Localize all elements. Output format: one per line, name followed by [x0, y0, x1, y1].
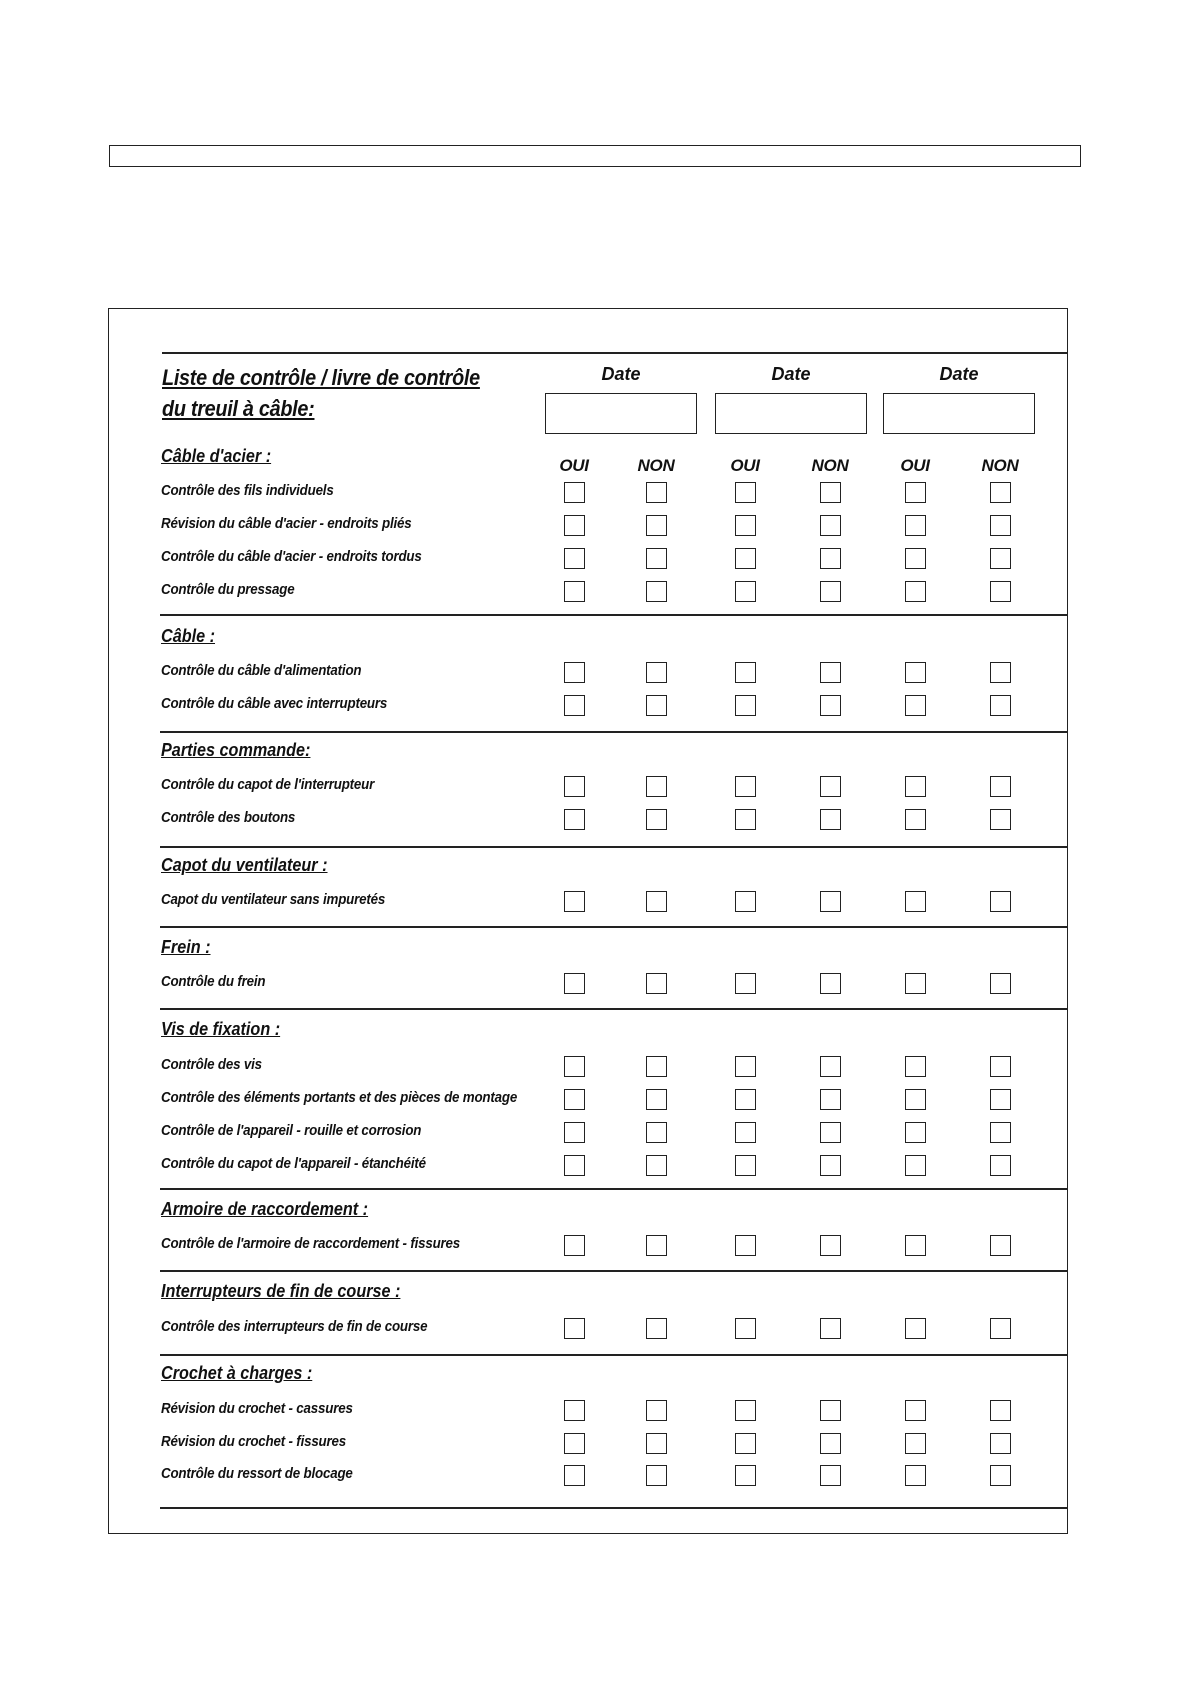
- checkbox-oui-date1[interactable]: [564, 891, 585, 912]
- checkbox-non-date3[interactable]: [990, 581, 1011, 602]
- checkbox-non-date3[interactable]: [990, 1465, 1011, 1486]
- checkbox-non-date3[interactable]: [990, 776, 1011, 797]
- column-header-oui-2: OUI: [730, 456, 760, 475]
- checkbox-oui-date1[interactable]: [564, 1235, 585, 1256]
- checkbox-non-date3[interactable]: [990, 1155, 1011, 1176]
- checkbox-non-date2[interactable]: [820, 776, 841, 797]
- checklist-title-line2: du treuil à câble:: [162, 396, 315, 421]
- checkbox-oui-date2[interactable]: [735, 1400, 756, 1421]
- checkbox-oui-date1[interactable]: [564, 1400, 585, 1421]
- section-divider: [160, 1507, 1068, 1509]
- section-title-8: Interrupteurs de fin de course :: [161, 1281, 401, 1301]
- checklist-item-label: Capot du ventilateur sans impuretés: [161, 892, 386, 908]
- checkbox-oui-date1[interactable]: [564, 662, 585, 683]
- checkbox-non-date3[interactable]: [990, 482, 1011, 503]
- checkbox-oui-date3[interactable]: [905, 695, 926, 716]
- checkbox-non-date1[interactable]: [646, 515, 667, 536]
- checkbox-non-date1[interactable]: [646, 1318, 667, 1339]
- checkbox-oui-date1[interactable]: [564, 1433, 585, 1454]
- checkbox-non-date2[interactable]: [820, 515, 841, 536]
- checkbox-non-date3[interactable]: [990, 548, 1011, 569]
- checkbox-non-date1[interactable]: [646, 1089, 667, 1110]
- checkbox-oui-date1[interactable]: [564, 1056, 585, 1077]
- checkbox-oui-date3[interactable]: [905, 581, 926, 602]
- checkbox-non-date3[interactable]: [990, 891, 1011, 912]
- section-divider: [160, 846, 1068, 848]
- checklist-item-label: Contrôle du pressage: [161, 582, 295, 598]
- checkbox-oui-date3[interactable]: [905, 891, 926, 912]
- checkbox-non-date2[interactable]: [820, 809, 841, 830]
- date-label-1: Date: [601, 364, 641, 384]
- checkbox-oui-date2[interactable]: [735, 581, 756, 602]
- checkbox-oui-date2[interactable]: [735, 776, 756, 797]
- section-title-6: Vis de fixation :: [161, 1019, 281, 1039]
- checkbox-oui-date2[interactable]: [735, 1056, 756, 1077]
- checkbox-oui-date2[interactable]: [735, 809, 756, 830]
- header-top-rule: [162, 352, 1067, 354]
- checkbox-oui-date1[interactable]: [564, 1155, 585, 1176]
- column-header-non-1: NON: [637, 456, 675, 475]
- checkbox-oui-date2[interactable]: [735, 1122, 756, 1143]
- section-title-1: Câble d'acier :: [161, 446, 272, 466]
- checkbox-oui-date2[interactable]: [735, 973, 756, 994]
- checkbox-non-date1[interactable]: [646, 973, 667, 994]
- checkbox-oui-date3[interactable]: [905, 1465, 926, 1486]
- checkbox-oui-date2[interactable]: [735, 891, 756, 912]
- checklist-item-label: Contrôle du câble d'acier - endroits tordus: [161, 549, 422, 565]
- checkbox-non-date3[interactable]: [990, 973, 1011, 994]
- checkbox-oui-date3[interactable]: [905, 1235, 926, 1256]
- checkbox-non-date2[interactable]: [820, 662, 841, 683]
- checkbox-oui-date3[interactable]: [905, 776, 926, 797]
- section-title-5: Frein :: [161, 937, 211, 957]
- date-field-2[interactable]: [715, 393, 867, 434]
- checkbox-non-date2[interactable]: [820, 548, 841, 569]
- date-label-2: Date: [771, 364, 811, 384]
- section-divider: [160, 1270, 1068, 1272]
- checklist-item-label: Contrôle du câble avec interrupteurs: [161, 696, 388, 712]
- section-title-9: Crochet à charges :: [161, 1363, 313, 1383]
- checkbox-non-date2[interactable]: [820, 1318, 841, 1339]
- checklist-item-label: Contrôle du capot de l'interrupteur: [161, 777, 375, 793]
- checkbox-non-date3[interactable]: [990, 1400, 1011, 1421]
- checkbox-oui-date1[interactable]: [564, 548, 585, 569]
- checkbox-non-date2[interactable]: [820, 1056, 841, 1077]
- checkbox-non-date2[interactable]: [820, 482, 841, 503]
- checkbox-oui-date3[interactable]: [905, 1318, 926, 1339]
- checkbox-non-date1[interactable]: [646, 776, 667, 797]
- section-divider: [160, 1008, 1068, 1010]
- checkbox-non-date1[interactable]: [646, 548, 667, 569]
- checkbox-non-date2[interactable]: [820, 1155, 841, 1176]
- checkbox-non-date3[interactable]: [990, 809, 1011, 830]
- column-header-oui-1: OUI: [559, 456, 589, 475]
- section-title-7: Armoire de raccordement :: [161, 1199, 369, 1219]
- checklist-item-label: Contrôle de l'appareil - rouille et corrosion: [161, 1123, 422, 1139]
- checkbox-oui-date3[interactable]: [905, 482, 926, 503]
- column-header-non-3: NON: [981, 456, 1019, 475]
- date-field-3[interactable]: [883, 393, 1035, 434]
- checkbox-oui-date2[interactable]: [735, 1155, 756, 1176]
- checkbox-oui-date1[interactable]: [564, 1089, 585, 1110]
- checkbox-non-date1[interactable]: [646, 662, 667, 683]
- checklist-item-label: Révision du câble d'acier - endroits pliés: [161, 516, 412, 532]
- checkbox-non-date1[interactable]: [646, 581, 667, 602]
- checklist-item-label: Contrôle du frein: [161, 974, 266, 990]
- checkbox-non-date1[interactable]: [646, 1056, 667, 1077]
- checklist-item-label: Contrôle des interrupteurs de fin de course: [161, 1319, 428, 1335]
- header-blank-box: [109, 145, 1081, 167]
- checkbox-oui-date3[interactable]: [905, 1433, 926, 1454]
- checklist-item-label: Contrôle des éléments portants et des pièces de montage: [161, 1090, 518, 1106]
- checklist-item-label: Contrôle de l'armoire de raccordement - fissures: [161, 1236, 461, 1252]
- checklist-item-label: Contrôle du capot de l'appareil - étanchéité: [161, 1156, 426, 1172]
- checkbox-non-date1[interactable]: [646, 1400, 667, 1421]
- checkbox-oui-date3[interactable]: [905, 973, 926, 994]
- checkbox-non-date3[interactable]: [990, 1056, 1011, 1077]
- checkbox-oui-date1[interactable]: [564, 581, 585, 602]
- checkbox-oui-date2[interactable]: [735, 1318, 756, 1339]
- section-divider: [160, 731, 1068, 733]
- column-header-non-2: NON: [811, 456, 849, 475]
- checklist-title-line1: Liste de contrôle / livre de contrôle: [162, 365, 480, 390]
- section-divider: [160, 926, 1068, 928]
- checkbox-oui-date2[interactable]: [735, 1235, 756, 1256]
- checkbox-non-date2[interactable]: [820, 581, 841, 602]
- checkbox-oui-date2[interactable]: [735, 1433, 756, 1454]
- checkbox-non-date3[interactable]: [990, 1433, 1011, 1454]
- checkbox-non-date3[interactable]: [990, 662, 1011, 683]
- section-title-2: Câble :: [161, 626, 216, 646]
- checkbox-oui-date2[interactable]: [735, 482, 756, 503]
- checkbox-oui-date1[interactable]: [564, 1465, 585, 1486]
- checkbox-oui-date1[interactable]: [564, 1122, 585, 1143]
- checkbox-oui-date1[interactable]: [564, 695, 585, 716]
- checkbox-non-date2[interactable]: [820, 973, 841, 994]
- checkbox-oui-date1[interactable]: [564, 515, 585, 536]
- checkbox-oui-date3[interactable]: [905, 1400, 926, 1421]
- checklist-item-label: Contrôle des fils individuels: [161, 483, 334, 499]
- date-label-3: Date: [939, 364, 979, 384]
- checkbox-oui-date3[interactable]: [905, 1155, 926, 1176]
- checkbox-oui-date3[interactable]: [905, 515, 926, 536]
- checkbox-oui-date2[interactable]: [735, 515, 756, 536]
- checkbox-non-date2[interactable]: [820, 695, 841, 716]
- checkbox-non-date2[interactable]: [820, 1089, 841, 1110]
- checkbox-non-date2[interactable]: [820, 1122, 841, 1143]
- checkbox-oui-date3[interactable]: [905, 1056, 926, 1077]
- checkbox-oui-date3[interactable]: [905, 662, 926, 683]
- checkbox-oui-date3[interactable]: [905, 809, 926, 830]
- section-divider: [160, 1188, 1068, 1190]
- section-divider: [160, 1354, 1068, 1356]
- checkbox-oui-date1[interactable]: [564, 482, 585, 503]
- checkbox-non-date1[interactable]: [646, 482, 667, 503]
- checkbox-oui-date3[interactable]: [905, 1122, 926, 1143]
- section-title-3: Parties commande:: [161, 740, 311, 760]
- checkbox-oui-date2[interactable]: [735, 548, 756, 569]
- checkbox-oui-date1[interactable]: [564, 809, 585, 830]
- checkbox-oui-date2[interactable]: [735, 1089, 756, 1110]
- checkbox-non-date3[interactable]: [990, 1089, 1011, 1110]
- checkbox-non-date1[interactable]: [646, 891, 667, 912]
- checkbox-non-date1[interactable]: [646, 1465, 667, 1486]
- checkbox-oui-date3[interactable]: [905, 548, 926, 569]
- checkbox-oui-date2[interactable]: [735, 695, 756, 716]
- checkbox-non-date3[interactable]: [990, 1318, 1011, 1339]
- checkbox-non-date1[interactable]: [646, 1433, 667, 1454]
- checkbox-oui-date2[interactable]: [735, 662, 756, 683]
- checkbox-non-date3[interactable]: [990, 1235, 1011, 1256]
- checkbox-non-date1[interactable]: [646, 695, 667, 716]
- checkbox-non-date3[interactable]: [990, 1122, 1011, 1143]
- checkbox-non-date1[interactable]: [646, 1235, 667, 1256]
- checklist-item-label: Contrôle des vis: [161, 1057, 262, 1073]
- checkbox-non-date1[interactable]: [646, 809, 667, 830]
- checkbox-non-date1[interactable]: [646, 1155, 667, 1176]
- checklist-item-label: Contrôle du câble d'alimentation: [161, 663, 362, 679]
- checkbox-oui-date1[interactable]: [564, 776, 585, 797]
- checkbox-non-date3[interactable]: [990, 515, 1011, 536]
- section-divider: [160, 614, 1068, 616]
- checkbox-non-date2[interactable]: [820, 1465, 841, 1486]
- section-title-4: Capot du ventilateur :: [161, 855, 328, 875]
- checkbox-oui-date1[interactable]: [564, 1318, 585, 1339]
- checkbox-non-date2[interactable]: [820, 891, 841, 912]
- checklist-item-label: Contrôle du ressort de blocage: [161, 1466, 353, 1482]
- checkbox-oui-date2[interactable]: [735, 1465, 756, 1486]
- checkbox-non-date2[interactable]: [820, 1433, 841, 1454]
- checkbox-non-date2[interactable]: [820, 1235, 841, 1256]
- checklist-item-label: Révision du crochet - fissures: [161, 1434, 347, 1450]
- checklist-item-label: Révision du crochet - cassures: [161, 1401, 353, 1417]
- checkbox-oui-date3[interactable]: [905, 1089, 926, 1110]
- checkbox-non-date3[interactable]: [990, 695, 1011, 716]
- checkbox-non-date2[interactable]: [820, 1400, 841, 1421]
- checkbox-oui-date1[interactable]: [564, 973, 585, 994]
- checkbox-non-date1[interactable]: [646, 1122, 667, 1143]
- date-field-1[interactable]: [545, 393, 697, 434]
- column-header-oui-3: OUI: [900, 456, 930, 475]
- checklist-item-label: Contrôle des boutons: [161, 810, 296, 826]
